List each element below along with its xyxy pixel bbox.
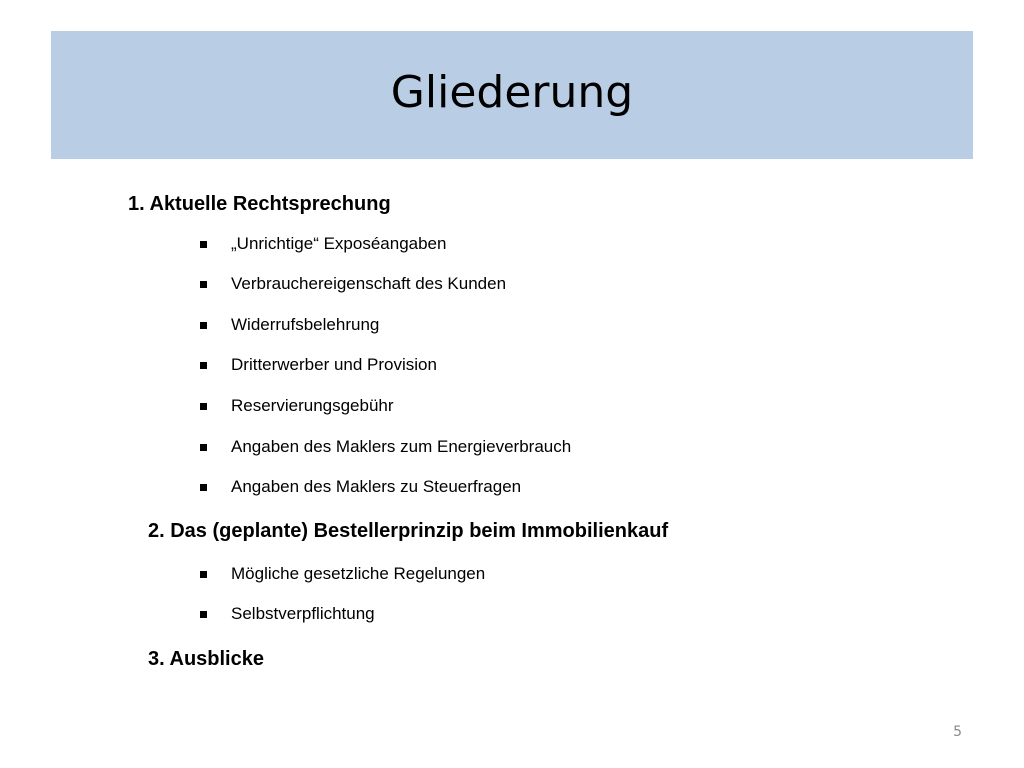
slide-title: Gliederung [390,66,634,118]
square-bullet-icon [200,611,207,618]
list-item [200,395,394,417]
section-heading-3: 3. Ausblicke [148,648,264,670]
list-item [200,233,446,255]
square-bullet-icon [200,281,207,288]
square-bullet-icon [200,484,207,491]
square-bullet-icon [200,403,207,410]
section-heading-2: 2. Das (geplante) Bestellerprinzip beim Immobilienkauf [148,520,669,542]
list-item [200,603,375,625]
square-bullet-icon [200,241,207,248]
page-number: 5 [953,724,962,740]
square-bullet-icon [200,322,207,329]
list-item [200,563,485,585]
list-item-label: „Unrichtige“ Exposéangaben [231,234,447,253]
square-bullet-icon [200,444,207,451]
list-item-label: Selbstverpflichtung [231,604,375,623]
list-item-label: Angaben des Maklers zum Energieverbrauch [231,437,572,456]
list-item [200,273,506,295]
section-heading-1: 1. Aktuelle Rechtsprechung [128,193,391,215]
list-item-label: Angaben des Maklers zu Steuerfragen [231,477,522,496]
title-bar [51,31,973,159]
list-item [200,436,571,458]
list-item-label: Widerrufsbelehrung [231,315,380,334]
list-item-label: Mögliche gesetzliche Regelungen [231,564,486,583]
square-bullet-icon [200,571,207,578]
square-bullet-icon [200,362,207,369]
list-item-label: Verbrauchereigenschaft des Kunden [231,274,507,293]
list-item-label: Reservierungsgebühr [231,396,394,415]
list-item [200,476,521,498]
list-item-label: Dritterwerber und Provision [231,355,437,374]
list-item [200,314,379,336]
list-item [200,354,437,376]
